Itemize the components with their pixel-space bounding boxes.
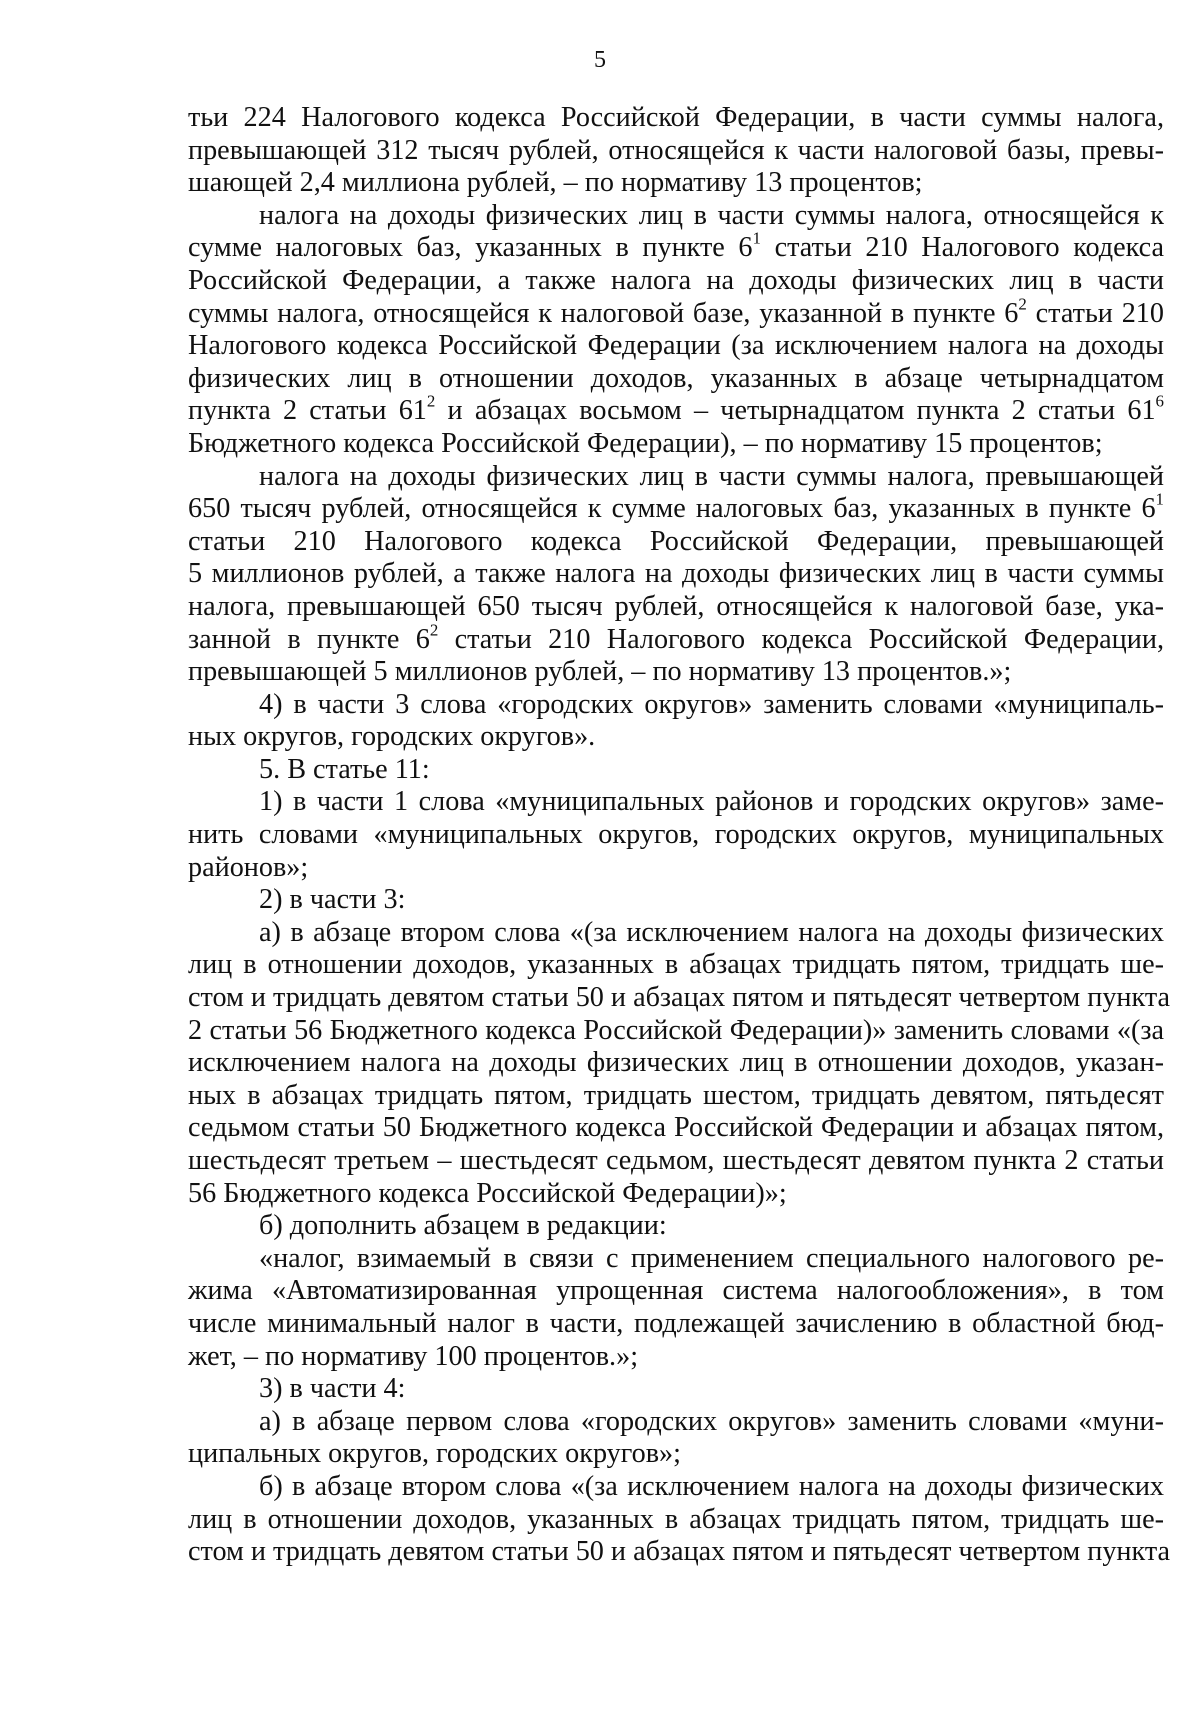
text-line [188,1178,1164,1211]
text-line [188,819,1164,852]
paragraph [188,786,1164,884]
text-run: «налог, взимаемый в связи с применением специального налогового ре- [259,1242,1164,1274]
text-run: сумме налоговых баз, указанных в пункте 6 [188,232,753,264]
paragraph [188,754,1164,787]
paragraph [188,1470,1171,1569]
text-run: лиц в отношении доходов, указанных в абзацах тридцать пятом, тридцать ше- [188,949,1164,981]
text-run: 3) в части 4: [259,1373,406,1405]
text-line [188,1080,1164,1113]
text-line [188,265,1164,298]
text-run: ципальных округов, городских округов»; [188,1438,681,1470]
text-line [188,949,1164,982]
text-run: нить словами «муниципальных округов, городских округов, муниципальных [188,819,1164,851]
superscript: 2 [426,391,436,411]
superscript: 1 [752,228,761,248]
text-line [188,689,1164,722]
text-run: а) в абзаце первом слова «городских округов» заменить словами «муни- [259,1405,1164,1437]
text-run: числе минимальный налог в части, подлежащей зачислению в областной бюд- [188,1307,1164,1339]
text-run: превышающей 5 миллионов рублей, – по нормативу 13 процентов.»; [188,656,1012,688]
paragraph [188,1210,1164,1243]
page-number: 5 [594,47,606,73]
text-line [188,1243,1164,1276]
superscript: 2 [1018,293,1027,313]
superscript: 1 [1155,489,1164,509]
text-line [188,1112,1164,1145]
text-line [188,656,1164,689]
text-line [188,102,1164,135]
text-line [188,167,1164,200]
text-run: лиц в отношении доходов, указанных в абзацах тридцать пятом, тридцать ше- [188,1503,1164,1535]
text-line [188,428,1164,461]
text-line [188,1308,1164,1341]
paragraph [188,102,1164,200]
text-run: ных округов, городских округов». [188,721,596,753]
text-run: физических лиц в отношении доходов, указанных в абзаце четырнадцатом [188,362,1164,394]
text-line [188,526,1164,559]
text-run: стом и тридцать девятом статьи 50 и абзацах пятом и пятьдесят четвертом пункта [188,1536,1171,1568]
text-line [188,330,1164,363]
text-line [188,721,1164,754]
text-line [188,135,1164,168]
text-run: б) в абзаце втором слова «(за исключением налога на доходы физических [259,1470,1164,1502]
text-run: налога на доходы физических лиц в части суммы налога, относящейся к [259,199,1164,231]
text-run: ных в абзацах тридцать пятом, тридцать шестом, тридцать девятом, пятьдесят [188,1079,1164,1111]
superscript: 6 [1155,391,1164,411]
text-run: пункта 2 статьи 61 [188,395,427,427]
text-line [188,1471,1164,1504]
text-run: 2 статьи 56 Бюджетного кодекса Российской Федерации)» заменить словами «(за [188,1014,1164,1046]
text-line [188,228,1165,265]
text-run: превышающей 312 тысяч рублей, относящейся к части налоговой базы, превы- [188,134,1164,166]
text-run: статьи 210 Налогового кодекса Российской Федерации, превышающей [188,525,1164,557]
text-line [188,293,1164,331]
text-line [188,1145,1164,1178]
text-line [188,461,1164,494]
paragraph [188,461,1164,689]
text-run: налога на доходы физических лиц в части суммы налога, превышающей [259,460,1164,492]
text-run: жима «Автоматизированная упрощенная система налогообложения», в том [188,1275,1164,1307]
text-line [188,619,1164,657]
text-line [188,591,1164,624]
text-run: занной в пункте 6 [188,623,430,655]
text-run: б) дополнить абзацем в редакции: [259,1210,667,1242]
text-line [188,489,1164,526]
text-line [188,754,1164,787]
paragraph [188,689,1164,754]
text-run: 1) в части 1 слова «муниципальных районов и городских округов» заме- [259,786,1164,818]
text-line [188,1373,1164,1406]
text-run: седьмом статьи 50 Бюджетного кодекса Российской Федерации и абзацах пятом, [188,1112,1164,1144]
text-run: и абзацах восьмом – четырнадцатом пункта 2 статьи 61 [435,395,1156,427]
text-line [188,982,1171,1015]
text-run: Налогового кодекса Российской Федерации (за исключением налога на доходы [188,330,1164,362]
text-line [188,884,1164,917]
text-run: 650 тысяч рублей, относящейся к сумме налоговых баз, указанных в пункте 6 [188,493,1156,525]
text-run: тьи 224 Налогового кодекса Российской Федерации, в части суммы налога, [188,102,1164,133]
text-run: шающей 2,4 миллиона рублей, – по нормативу 13 процентов; [188,167,923,199]
text-line [188,1504,1164,1537]
document-body [188,102,1171,1569]
text-line [188,200,1164,233]
text-run: стом и тридцать девятом статьи 50 и абзацах пятом и пятьдесят четвертом пункта [188,982,1171,1014]
text-run: 56 Бюджетного кодекса Российской Федерации)»; [188,1177,787,1209]
text-run: 5. В статье 11: [259,753,430,785]
text-line [188,1210,1164,1243]
text-run: налога, превышающей 650 тысяч рублей, относящейся к налоговой базе, ука- [188,590,1164,622]
superscript: 2 [429,619,439,639]
text-line [188,363,1164,396]
text-line [188,1438,1164,1471]
text-run: Бюджетного кодекса Российской Федерации), – по нормативу 15 процентов; [188,427,1103,459]
text-line [188,558,1164,591]
text-line [188,1275,1164,1308]
paragraph [188,200,1164,461]
text-run: статьи 210 Налогового кодекса Российской Федерации, [438,623,1164,655]
text-line [188,1047,1164,1080]
text-run: исключением налога на доходы физических лиц в отношении доходов, указан- [188,1047,1164,1079]
text-run: районов»; [188,851,309,883]
text-run: статьи 210 [1026,297,1164,329]
text-line [188,1015,1164,1048]
text-run: шестьдесят третьем – шестьдесят седьмом, шестьдесят девятом пункта 2 статьи [188,1145,1164,1176]
text-run: 2) в части 3: [259,884,406,916]
text-run: суммы налога, относящейся к налоговой базе, указанной в пункте 6 [188,297,1019,329]
text-line [188,917,1164,950]
paragraph [188,884,1164,917]
text-line [188,852,1164,885]
text-line [188,1536,1171,1569]
text-line [188,1341,1164,1374]
text-line [188,786,1164,819]
text-run: статьи 210 Налогового кодекса [760,232,1165,264]
text-run: жет, – по нормативу 100 процентов.»; [188,1340,639,1372]
paragraph [188,1373,1164,1406]
text-run: 5 миллионов рублей, а также налога на доходы физических лиц в части суммы [188,558,1164,590]
text-line [188,391,1164,428]
paragraph [188,1406,1164,1471]
paragraph [188,1243,1164,1373]
text-run: 4) в части 3 слова «городских округов» заменить словами «муниципаль- [259,688,1164,720]
text-line [188,1406,1164,1439]
paragraph [188,916,1171,1210]
text-run: а) в абзаце втором слова «(за исключением налога на доходы физических [259,916,1164,948]
text-run: Российской Федерации, а также налога на доходы физических лиц в части [188,264,1164,296]
